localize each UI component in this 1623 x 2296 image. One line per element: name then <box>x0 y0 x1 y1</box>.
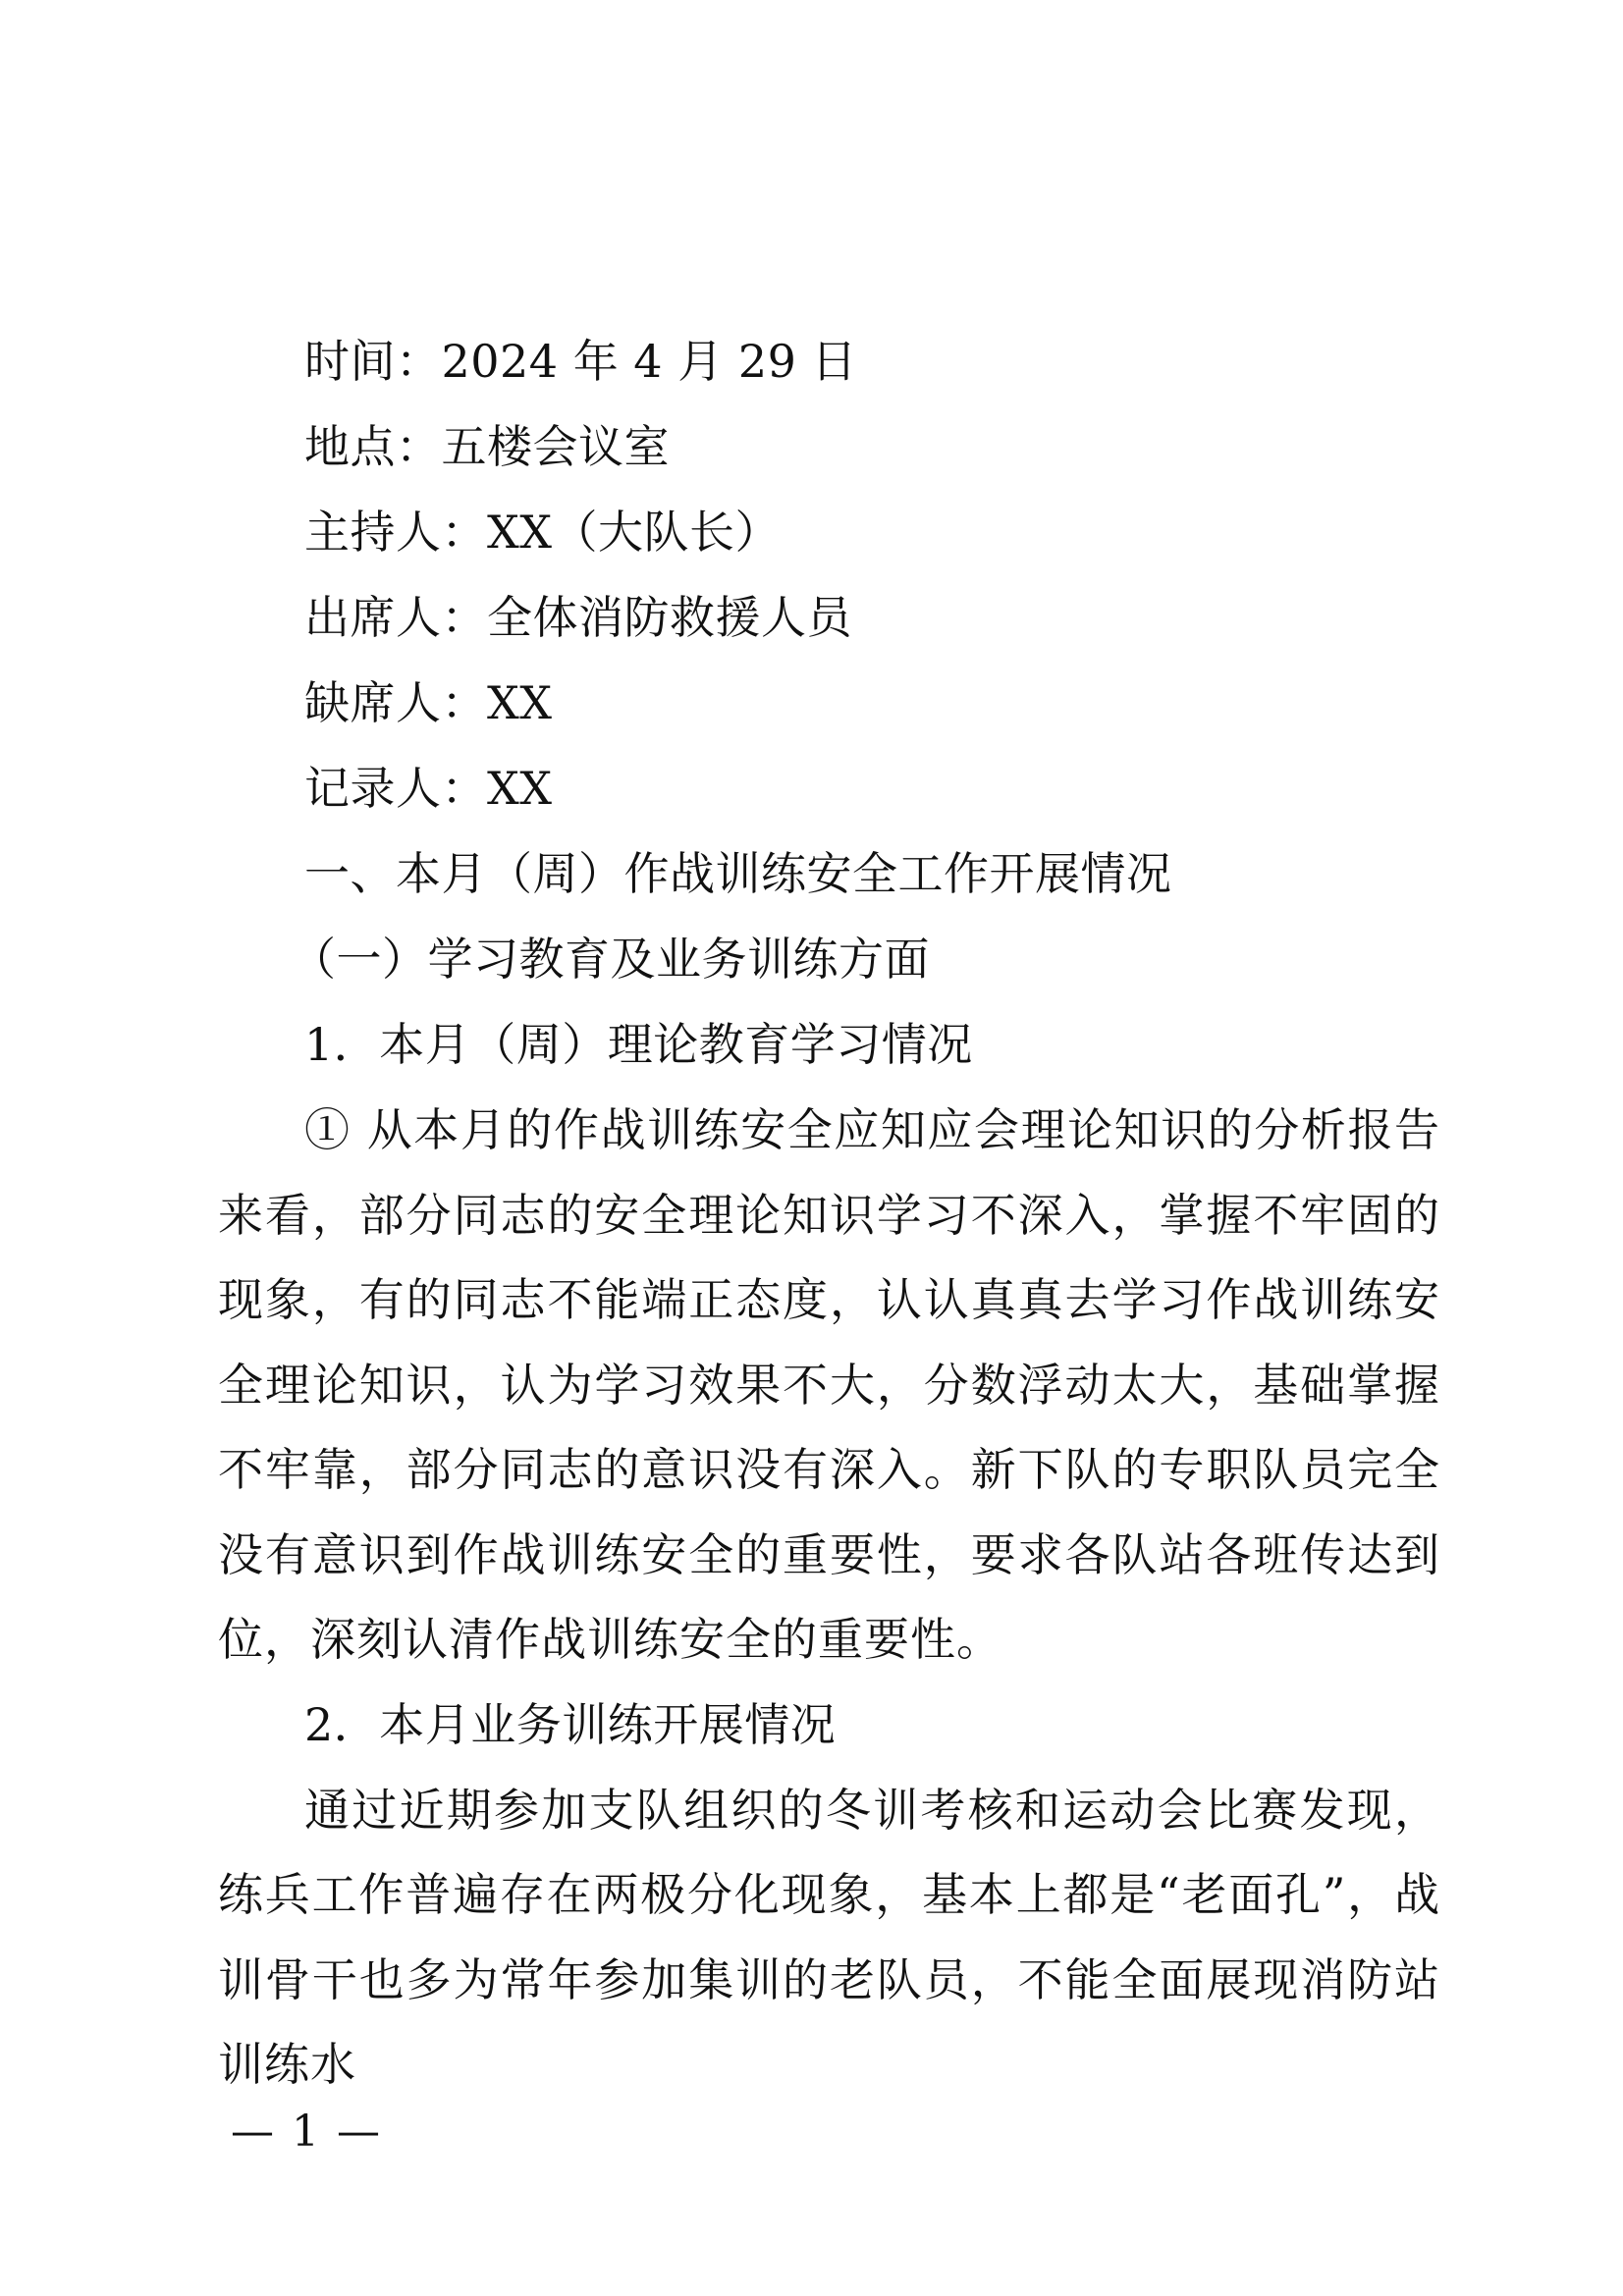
item2-title: 2．本月业务训练开展情况 <box>304 1697 837 1751</box>
meeting-host: 主持人：XX（大队长） <box>304 506 781 559</box>
meeting-recorder: 记录人：XX <box>304 762 553 815</box>
meeting-place: 地点：五楼会议室 <box>304 420 670 473</box>
section-heading: 一、本月（周）作战训练安全工作开展情况 <box>304 847 1172 900</box>
document-body <box>218 319 1440 2108</box>
meeting-attendees: 出席人：全体消防救援人员 <box>304 591 852 644</box>
item1-paragraph: ① 从本月的作战训练安全应知应会理论知识的分析报告来看，部分同志的安全理论知识学习不深入，掌握不牢固的现象，有的同志不能端正态度，认认真真去学习作战训练安全理论知识，认为学习效果不大，分数浮动太大，基础掌握不牢靠，部分同志的意识没有深入。新下队的专职队员完全没有意识到作战训练安全的重要性，要求各队站各班传达到位，深刻认清作战训练安全的重要性。 <box>218 1103 1440 1666</box>
meeting-time: 时间：2024 年 4 月 29 日 <box>304 335 857 388</box>
meeting-absent: 缺席人：XX <box>304 676 553 729</box>
subsection-heading: （一）学习教育及业务训练方面 <box>291 933 930 986</box>
item1-title: 1．本月（周）理论教育学习情况 <box>304 1018 973 1071</box>
page-number: — 1 — <box>231 2107 382 2157</box>
item2-paragraph: 通过近期参加支队组织的冬训考核和运动会比赛发现，练兵工作普遍存在两极分化现象，基本上都是“老面孔”，战训骨干也多为常年参加集训的老队员，不能全面展现消防站训练水 <box>218 1783 1440 2091</box>
